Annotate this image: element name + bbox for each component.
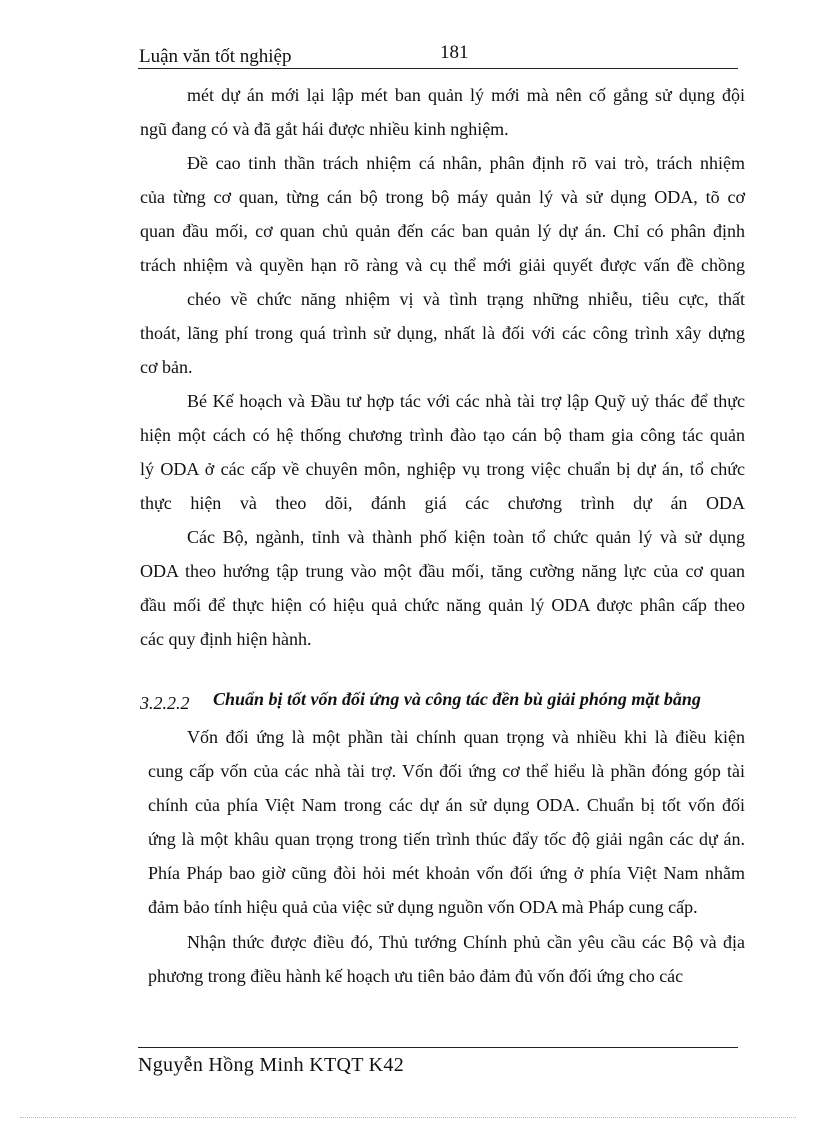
text-line: đầu mối để thực hiện có hiệu quả chức năng quản lý ODA được phân cấp theo [140,595,745,615]
text-line: Các Bộ, ngành, tỉnh và thành phố kiện toàn tổ chức quản lý và sử dụng [187,527,745,547]
header-rule [138,68,738,69]
text-line: Bé Kế hoạch và Đầu tư hợp tác với các nhà tài trợ lập Quỹ uỷ thác để thực [187,391,745,411]
text-line: ODA theo hướng tập trung vào một đầu mối, tăng cường năng lực của cơ quan [140,561,745,581]
header-title: Luận văn tốt nghiệp [139,46,292,67]
text-line: Vốn đối ứng là một phần tài chính quan trọng và nhiều khi là điều kiện [187,727,745,747]
text-line: Đề cao tinh thần trách nhiệm cá nhân, phân định rõ vai trò, trách nhiệm [187,153,745,173]
text-line: các quy định hiện hành. [140,629,312,649]
text-line: thực hiện và theo dõi, đánh giá các chương trình dự án ODA [140,493,745,513]
footer-rule [138,1047,738,1048]
text-line: Nhận thức được điều đó, Thủ tướng Chính phủ cần yêu cầu các Bộ và địa [187,932,745,952]
text-line: Phía Pháp bao giờ cũng đòi hỏi mét khoản vốn đối ứng ở phía Việt Nam nhằm [148,863,745,883]
text-line: ứng là một khâu quan trọng trong tiến trình thúc đẩy tốc độ giải ngân các dự án. [148,829,745,849]
text-line: phương trong điều hành kế hoạch ưu tiên bảo đảm đủ vốn đối ứng cho các [148,966,684,986]
footer-author: Nguyễn Hồng Minh KTQT K42 [138,1054,405,1076]
section-title: Chuẩn bị tốt vốn đối ứng và công tác đền bù giải phóng mặt bằng [213,689,701,709]
text-line: trách nhiệm và quyền hạn rõ ràng và cụ thể mới giải quyết được vấn đề chồng [140,255,745,275]
section-number: 3.2.2.2 [140,693,190,713]
text-line: quan đầu mối, cơ quan chủ quản đến các ban quản lý dự án. Chỉ có phân định [140,221,745,241]
text-line: chính của phía Việt Nam trong các dự án sử dụng ODA. Chuẩn bị tốt vốn đối [148,795,745,815]
text-line: cơ bản. [140,357,193,377]
page-number: 181 [440,42,469,63]
text-line: cung cấp vốn của các nhà tài trợ. Vốn đối ứng cơ thể hiểu là phần đóng góp tài [148,761,745,781]
text-line: chéo về chức năng nhiệm vị và tình trạng những nhiễu, tiêu cực, thất [187,289,745,309]
text-line: hiện một cách có hệ thống chương trình đào tạo cán bộ tham gia công tác quản [140,425,745,445]
text-line: thoát, lãng phí trong quá trình sử dụng, nhất là đối với các công trình xây dựng [140,323,745,343]
page-edge-dotted-line [20,1117,796,1118]
text-line: của từng cơ quan, từng cán bộ trong bộ máy quản lý và sử dụng ODA, tõ cơ [140,187,745,207]
text-line: đảm bảo tính hiệu quả của việc sử dụng nguồn vốn ODA mà Pháp cung cấp. [148,897,698,917]
text-line: ngũ đang có và đã gắt hái được nhiều kinh nghiệm. [140,119,509,139]
text-line: mét dự án mới lại lập mét ban quản lý mới mà nên cố gắng sử dụng đội [187,85,745,105]
text-line: lý ODA ở các cấp về chuyên môn, nghiệp vụ trong việc chuẩn bị dự án, tổ chức [140,459,745,479]
